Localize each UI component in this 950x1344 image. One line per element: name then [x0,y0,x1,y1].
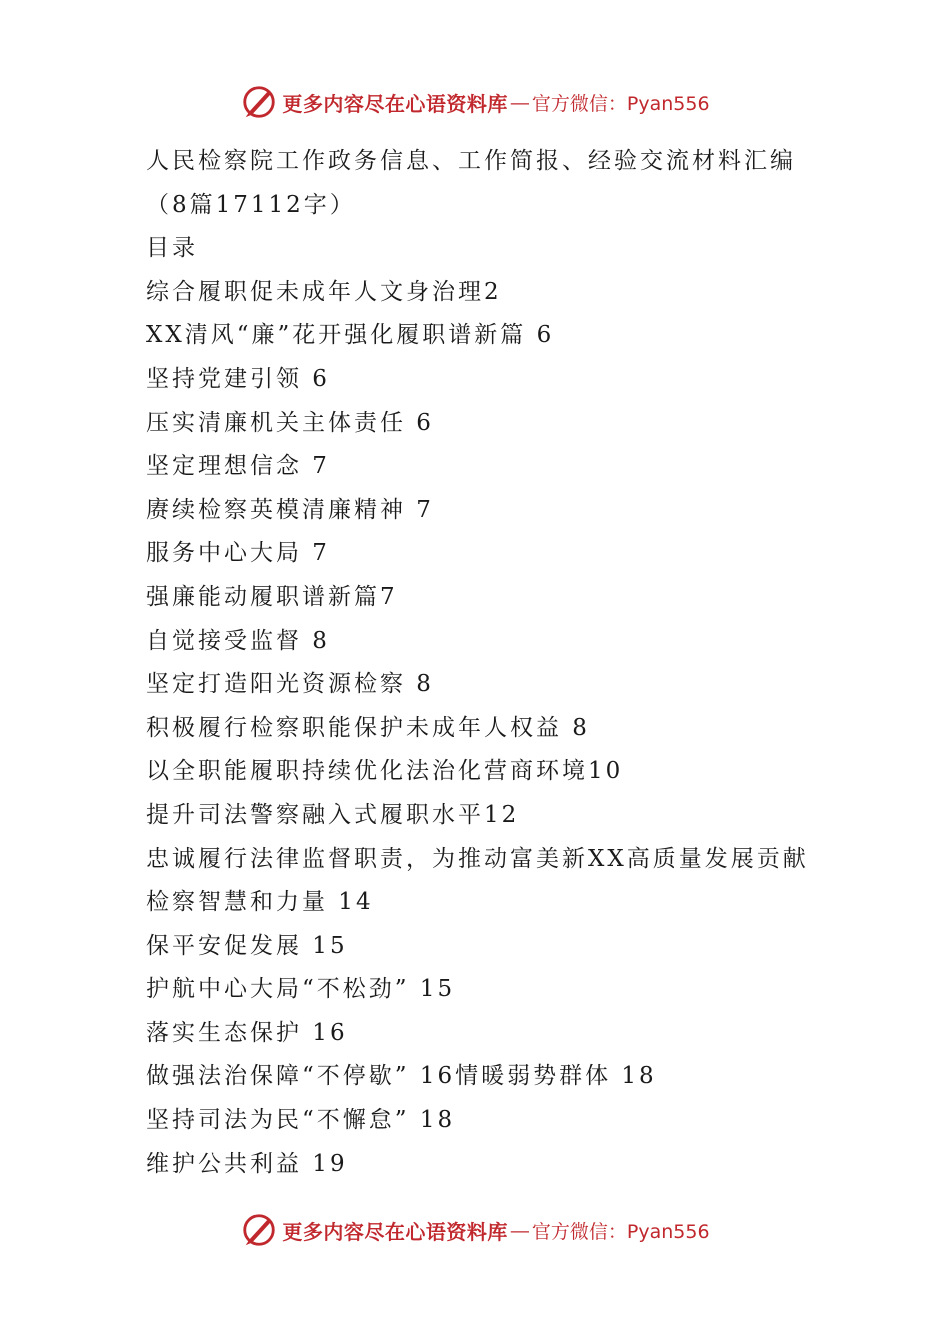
watermark-separator: — [509,1218,530,1242]
toc-entry: 坚持司法为民“不懈怠” 18 [146,1107,456,1134]
watermark-separator: — [509,90,530,114]
toc-entry: 坚持党建引领 6 [146,365,330,392]
watermark-wechat-text: 官方微信：Pyan556 [531,92,710,115]
watermark-main-text: 更多内容尽在心语资料库 [282,91,508,116]
toc-entry: 积极履行检察职能保护未成年人权益 8 [146,714,590,741]
document-body [146,140,826,1186]
toc-entry: 检察智慧和力量 14 [146,889,374,916]
toc-entry: 压实清廉机关主体责任 6 [146,409,434,436]
toc-entry: 以全职能履职持续优化法治化营商环境10 [146,758,624,785]
toc-entry: 做强法治保障“不停歇” 16情暖弱势群体 18 [146,1063,657,1090]
toc-entry: 护航中心大局“不松劲” 15 [146,976,456,1003]
toc-entry: 坚定理想信念 7 [146,453,330,480]
toc-list [146,271,826,1186]
watermark-main-text: 更多内容尽在心语资料库 [282,1219,508,1244]
toc-entry: 落实生态保护 16 [146,1019,348,1046]
toc-heading: 目录 [146,235,198,262]
toc-entry: 坚定打造阳光资源检察 8 [146,671,434,698]
toc-entry: 综合履职促未成年人文身治理2 [146,278,502,305]
document-title: 人民检察院工作政务信息、工作简报、经验交流材料汇编 [146,148,796,174]
toc-entry: 服务中心大局 7 [146,540,330,567]
pen-logo-icon [240,1211,278,1249]
toc-entry: 维护公共利益 19 [146,1150,348,1177]
watermark-banner-bottom [0,1210,950,1250]
toc-entry: 强廉能动履职谱新篇7 [146,583,398,610]
document-subtitle: （8篇17112字） [146,191,356,218]
toc-entry: 忠诚履行法律监督职责，为推动富美新XX高质量发展贡献 [146,845,809,872]
pen-logo-icon [240,83,278,121]
toc-entry: 赓续检察英模清廉精神 7 [146,496,434,523]
watermark-wechat-text: 官方微信：Pyan556 [531,1220,710,1243]
toc-entry: 保平安促发展 15 [146,932,348,959]
toc-entry: 自觉接受监督 8 [146,627,330,654]
toc-entry: XX清风“廉”花开强化履职谱新篇 6 [146,322,555,349]
watermark-banner-top [0,82,950,122]
toc-entry: 提升司法警察融入式履职水平12 [146,801,520,828]
